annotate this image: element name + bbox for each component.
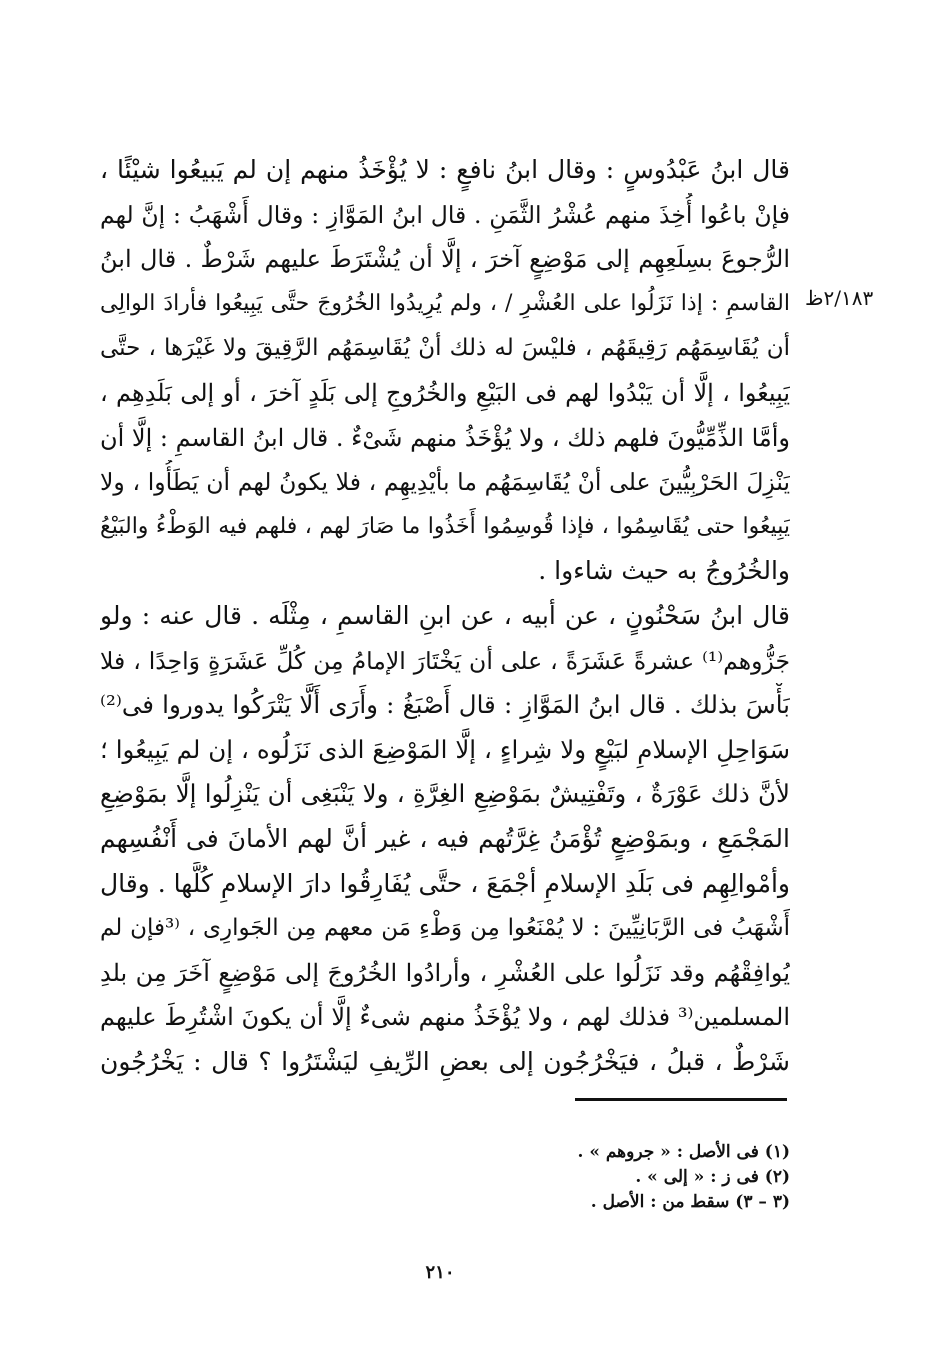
text-line: يُوافِقْهُم وقد نَزَلُوا على العُشْرِ ، وأرادُوا الخُرُوجَ إلى مَوْضِعٍ آخَرَ مِن بلدِ (100, 958, 790, 987)
footnotes (520, 1140, 790, 1215)
text-line: قال ابنُ سَحْنُونٍ ، عن أبيه ، عن ابنِ القاسمِ ، مِثْلَه . قال عنه : ولو (100, 600, 790, 630)
text-line: وأمَّا الذِّمِّيُّونَ فلهم ذلك ، ولا يُؤْخَذُ منهم شَىْءٌ . قال ابنُ القاسمِ : إلَّا أن (100, 423, 790, 452)
text-line: والخُرُوجُ به حيث شاءوا . (538, 556, 790, 586)
text-line: المَجْمَعِ ، وبمَوْضِعٍ تُؤْمَنُ غِرَّتُهم فيه ، غير أنَّ لهم الأمانَ فى أَنْفُسِهم (100, 823, 790, 853)
text-line: أن يُقَاسِمَهُم رَقِيقَهُم ، فليْسَ له ذلك أنْ يُقَاسِمَهُم الرَّقِيقَ ولا غَيْرَها ، حتَّى (100, 335, 790, 362)
text-line: وأمْوالِهِم فى بَلَدِ الإسلامِ أجْمَعَ ، حتَّى يُفَارِقُوا دارَ الإسلامِ كُلَّها . وقال (100, 868, 790, 898)
text-line: سَوَاحِلِ الإسلامِ لبَيْعٍ ولا شِراءٍ ، إلَّا المَوْضِعَ الذى نَزَلُوه ، إن لم يَبِيعُوا ؛ (100, 734, 790, 764)
footnote-item: (٢) فى ز : « إلى » . (635, 1167, 790, 1187)
footnote-divider (575, 1098, 787, 1101)
text-line: لأنَّ ذلك عَوْرَةٌ ، وتَفْتِيشٌ بمَوْضِعِ الغِرَّةِ ، ولا يَنْبَغِى أن يَنْزِلُوا إلَّا بمَوْضِعِ (100, 779, 790, 809)
text-line: يَنْزِلَ الحَرْبِيُّينَ على أنْ يُقَاسِمَهُم ما بأيْدِيهِم ، فلا يكونُ لهم أن يَطَأُوا ، ولا (100, 468, 790, 497)
text-line: شَرْطٌ ، قبلُ ، فيَخْرُجُون إلى بعضِ الرِّيفِ ليَشْتَرُوا ؟ قال : يَخْرُجُون (100, 1046, 790, 1076)
footnote-item: (٣ – ٣) سقط من : الأصل . (590, 1192, 790, 1212)
text-line: الرُّجوعَ بسِلَعِهِم إلى مَوْضِعٍ آخرَ ، إلَّا أن يُشْتَرَطَ عليهم شَرْطٌ . قال ابنُ (100, 245, 790, 274)
page-number: ٢١٠ (425, 1262, 455, 1283)
footnote-item: (١) فى الأصل : « جروهم » . (577, 1142, 790, 1162)
text-line: فإنْ باعُوا أُخِذَ منهم عُشْرُ الثَّمَنِ . قال ابنُ المَوَّازِ : وقال أَشْهَبُ : إنَّ لهم (100, 200, 790, 229)
text-line: بَأْسَ بذلك . قال ابنُ المَوَّازِ : قال أَصْبَغُ : وأَرَى أَلَّا يَتْرَكُوا يدوروا فى⁽²⁾ (100, 690, 790, 720)
text-line: جَزُّوهم⁽¹⁾ عشرةً عَشَرَةً ، على أن يَخْتَارَ الإمامُ مِن كُلِّ عَشَرَةٍ وَاحِدًا ، فلا (100, 646, 790, 675)
text-line: القاسمِ : إذا نَزَلُوا على العُشْرِ / ، ولم يُرِيدُوا الخُرُوجَ حتَّى يَبِيعُوا فأرادَ الوالِى (100, 290, 790, 316)
text-line: المسلمين⁽³ فذلك لهم ، ولا يُؤْخَذُ منهم شىءٌ إلَّا أن يكونَ اشْتُرِطَ عليهم (100, 1003, 790, 1032)
body-text (100, 148, 790, 1084)
text-line: يَبِيعُوا حتى يُقَاسِمُوا ، فإذا قُوسِمُوا أَخَذُوا ما صَارَ لهم ، فلهم فيه الوَطْءُ والبَيْعُ (100, 513, 790, 539)
text-line: أَشْهَبُ فى الرَّبَانِيِّينَ : لا يُمْنَعُوا مِن وَطْءِ مَن معهم مِن الجَوارِى ، ⁽³فإن لم (100, 915, 790, 942)
text-line: قال ابنُ عَبْدُوسٍ : وقال ابنُ نافعٍ : لا يُؤْخَذُ منهم إن لم يَبيعُوا شيْئًا ، (100, 155, 790, 184)
marginal-folio-note: ٢/١٨٣ظ (805, 286, 874, 310)
text-line: يَبِيعُوا ، إلَّا أن يَبْدُوا لهم فى البَيْعِ والخُرُوجِ إلى بَلَدٍ آخرَ ، أو إلى بَلَدِهِم ، (100, 378, 790, 407)
